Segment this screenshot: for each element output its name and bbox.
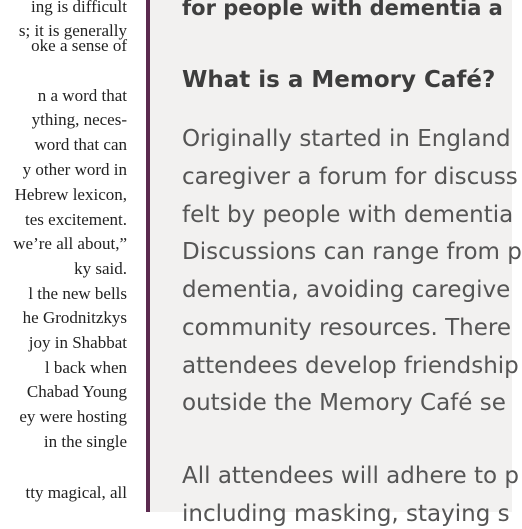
paragraph-line: felt by people with dementia bbox=[182, 202, 514, 228]
paragraph-line: including masking, staying s bbox=[182, 501, 510, 527]
left-text-line: tes excitement. bbox=[25, 210, 127, 229]
left-text-line: oke a sense of bbox=[31, 36, 127, 55]
left-text-line: ey were hosting bbox=[19, 407, 127, 426]
paragraph-line: dementia, avoiding caregive bbox=[182, 277, 511, 303]
left-text-line: Chabad Young bbox=[26, 382, 127, 401]
left-text-line: l back when bbox=[44, 358, 127, 377]
left-text-line: he Grodnitzkys bbox=[22, 308, 127, 327]
top-heading: for people with dementia a bbox=[182, 0, 503, 20]
left-text-line: Hebrew lexicon, bbox=[14, 185, 127, 204]
paragraph-line: All attendees will adhere to p bbox=[182, 463, 520, 489]
left-text-line: n a word that bbox=[37, 86, 127, 105]
paragraph-line: community resources. There bbox=[182, 315, 511, 341]
paragraph-line: attendees develop friendship bbox=[182, 353, 519, 379]
left-text-line: ything, neces- bbox=[31, 110, 127, 129]
section-heading: What is a Memory Café? bbox=[182, 67, 496, 93]
left-text-line: ing is difficult bbox=[30, 0, 127, 16]
left-text-line: joy in Shabbat bbox=[28, 333, 127, 352]
paragraph-line: Discussions can range from p bbox=[182, 239, 522, 265]
left-text-line: in the single bbox=[43, 432, 127, 451]
paragraph-line: caregiver a forum for discuss bbox=[182, 164, 518, 190]
left-text-line: we’re all about,” bbox=[13, 234, 127, 253]
left-text-line: tty magical, all bbox=[25, 483, 127, 502]
left-article-column bbox=[0, 0, 146, 512]
paragraph-line: outside the Memory Café se bbox=[182, 390, 506, 416]
right-article-column bbox=[150, 0, 522, 527]
left-text-line: s; it is generally bbox=[18, 21, 127, 40]
left-text-line: l the new bells bbox=[28, 284, 127, 303]
paragraph-line: Originally started in England bbox=[182, 126, 511, 152]
left-text-line: ky said. bbox=[74, 259, 127, 278]
left-text-line: word that can bbox=[34, 135, 127, 154]
left-text-line: y other word in bbox=[22, 160, 127, 179]
